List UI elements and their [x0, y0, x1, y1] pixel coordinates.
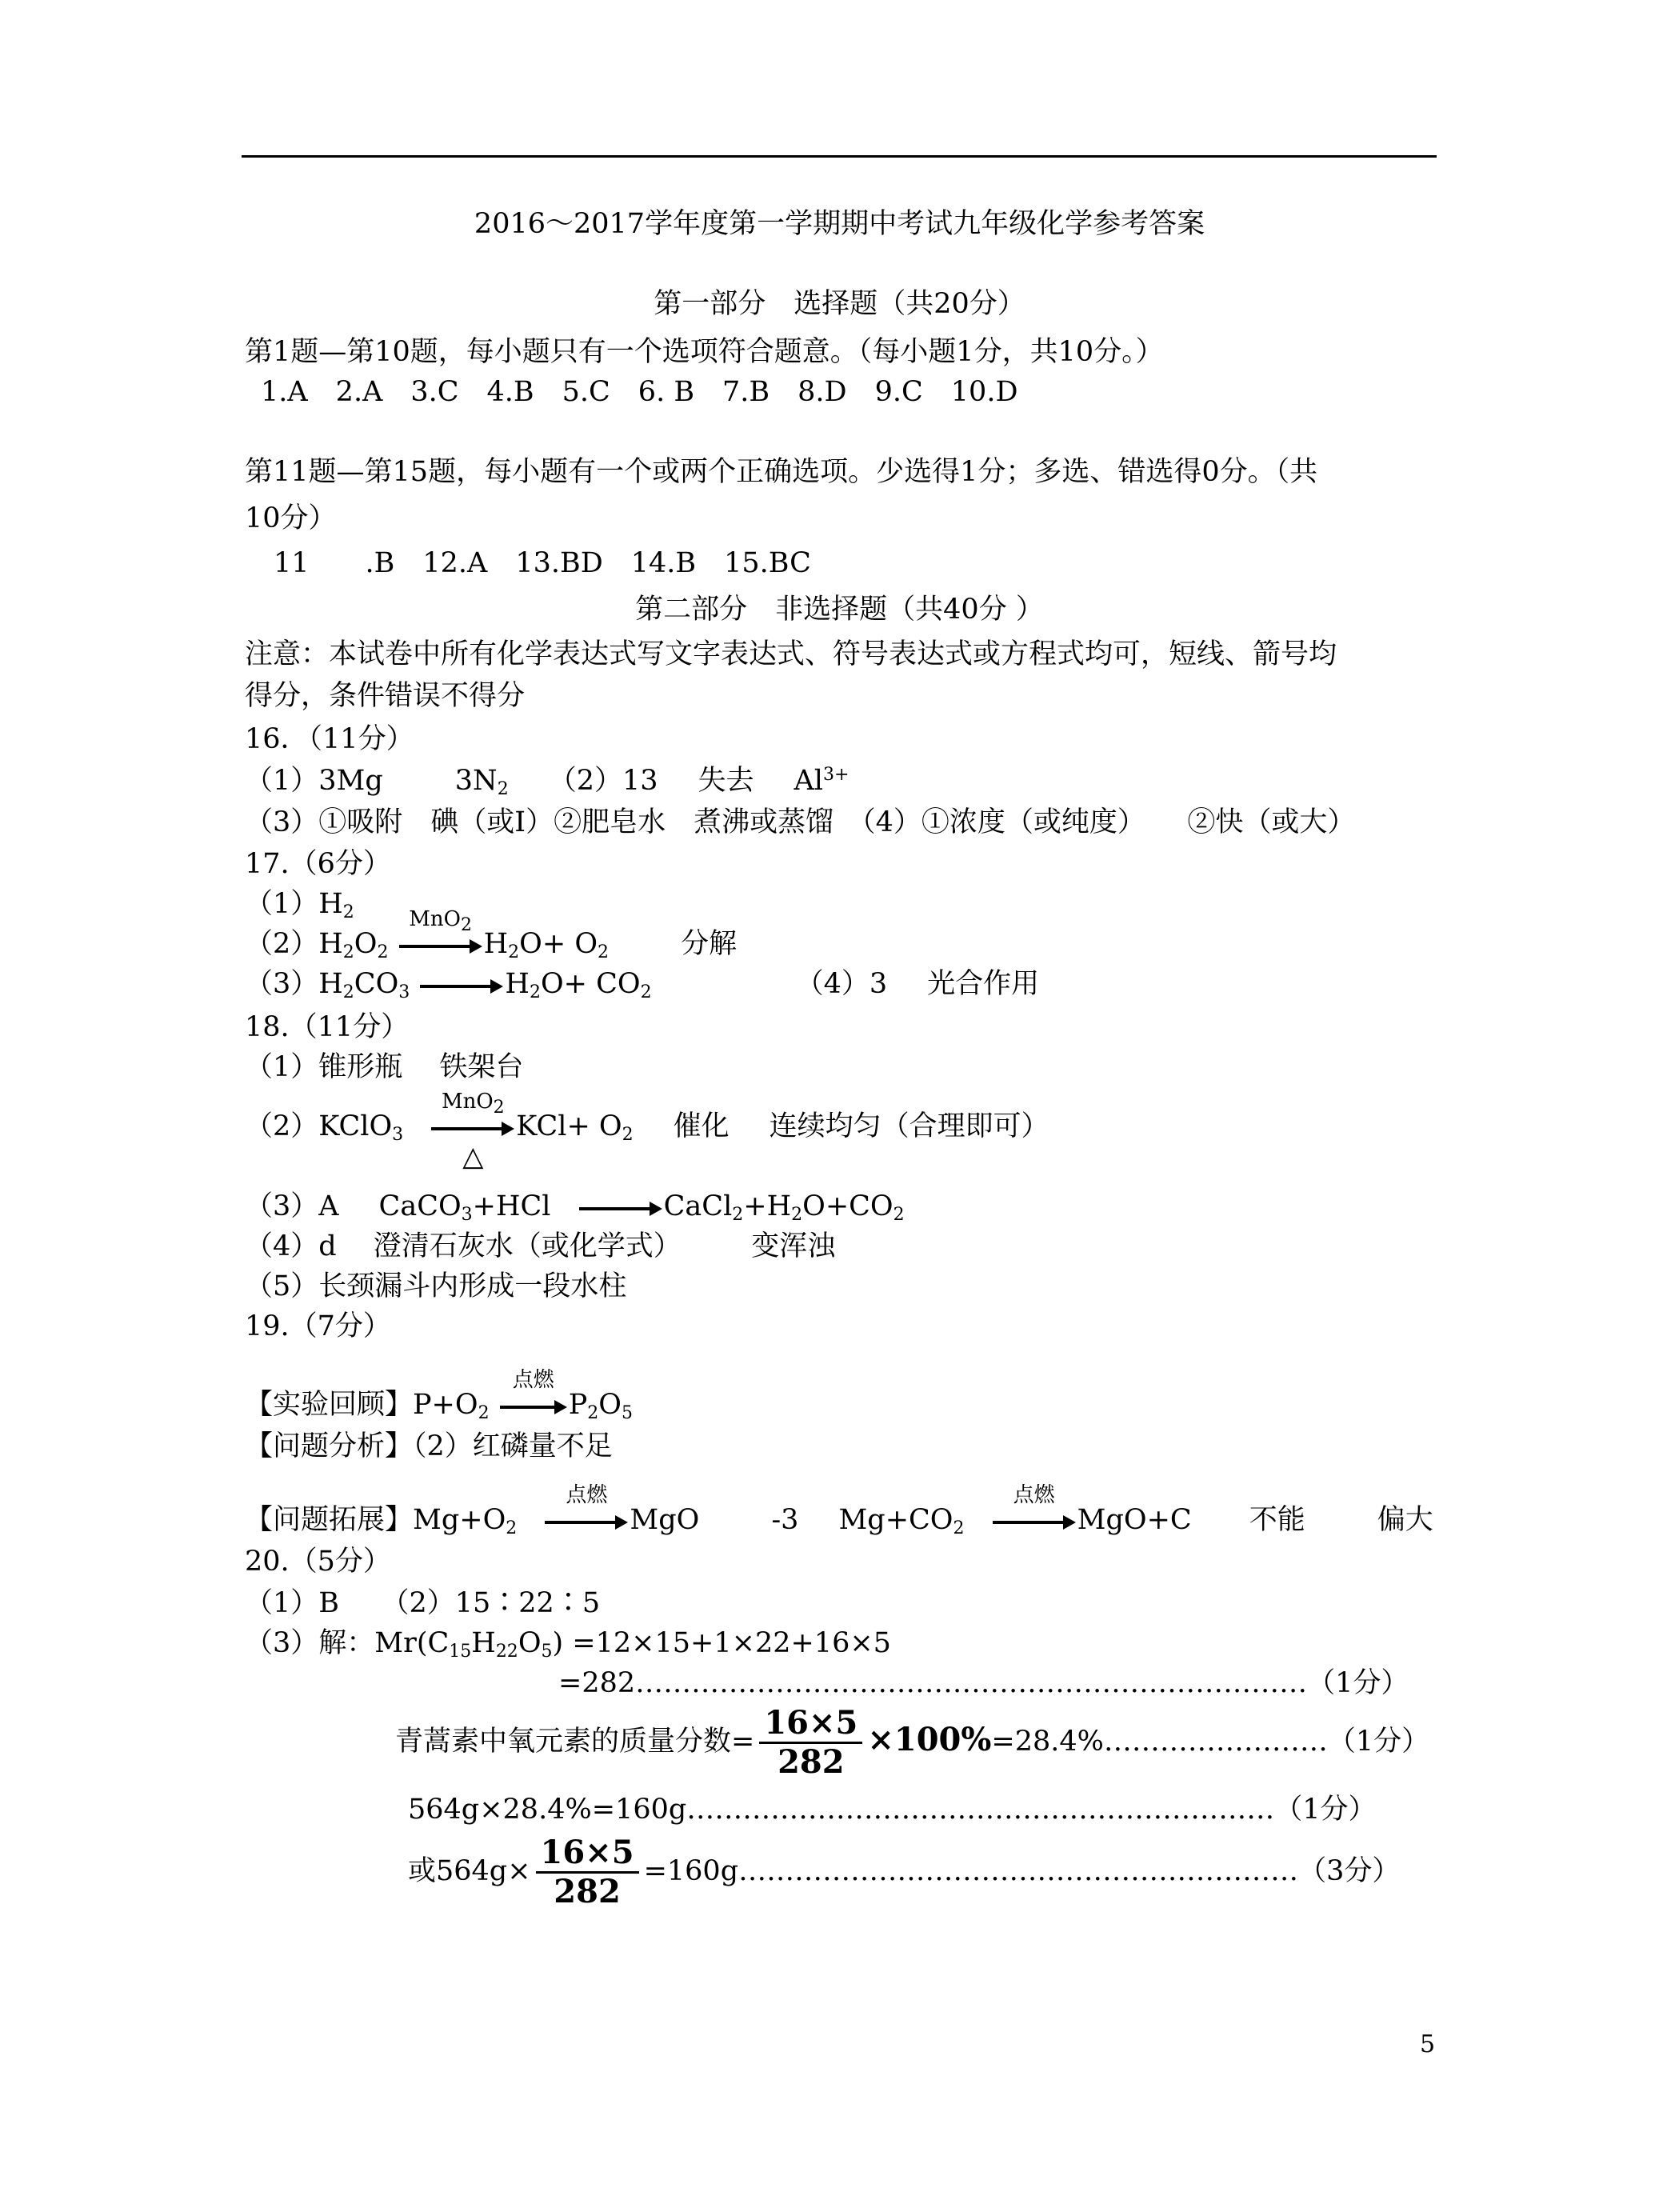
- q19-line-2: 【问题分析】（2）红磷量不足: [245, 1430, 613, 1462]
- q18-line-5: （5）长颈漏斗内形成一段水柱: [245, 1270, 627, 1302]
- q17-line-3: $(3)H_2CO_3$ $H_2O+ CO_2$ （4）3 光合作用: [245, 968, 1040, 1002]
- q18-line-2: （2）KClO$_3$ MnO$_2$ △ $KCl+ O_2$ 催化 连续均匀（合理即可）: [245, 1089, 1049, 1173]
- q18-line-3: （3）A CaCO$_3$+HCl $CaCl_2+H_2O+CO_2$: [245, 1190, 905, 1225]
- q20-heading: 20.（5分）: [245, 1546, 391, 1578]
- part1-instruction-2a: 第11题—第15题，每小题有一个或两个正确选项。少选得1分；多选、错选得0分。（共: [245, 456, 1318, 488]
- q20-line-6: 或564g× $\frac{16\times 5}{282}$ =160g……………………………………………………（3分）: [408, 1834, 1401, 1910]
- q17-line-2: $(2)H_2O_2$ MnO$_2$ $H_2O+ O_2$ 分解: [245, 906, 738, 962]
- q16-line-1: （1）3Mg $3N_2$ （2）13 失去 $Al^{3+}$: [245, 765, 849, 799]
- part2-note-2: 得分，条件错误不得分: [245, 680, 526, 712]
- q19-heading: 19.（7分）: [245, 1310, 391, 1342]
- reaction-arrow-ignite: 点燃: [500, 1393, 567, 1420]
- q19-line-3: 【问题拓展】$Mg+O_2$ 点燃 MgO -3 $Mg+CO_2$ 点燃 MgO+C 不能 偏大: [245, 1482, 1433, 1538]
- reaction-arrow-ignite: 点燃: [993, 1508, 1076, 1535]
- part2-note-1: 注意：本试卷中所有化学表达式写文字表达式、符号表达式或方程式均可，短线、箭号均: [245, 638, 1337, 670]
- oxygen-fraction: $\frac{16\times 5}{282}$: [759, 1705, 862, 1781]
- header-rule: [242, 155, 1437, 158]
- q18-line-1: （1）锥形瓶 铁架台: [245, 1051, 524, 1083]
- part1-answers-1: 1.A 2.A 3.C 4.B 5.C 6. B 7.B 8.D 9.C 10.D: [261, 376, 1018, 408]
- q19-line-1: 【实验回顾】$P+O_2$ 点燃 $P_2O_5$: [245, 1367, 633, 1423]
- q17-heading: 17.（6分）: [245, 848, 391, 880]
- reaction-arrow: [579, 1194, 662, 1222]
- part1-answers-2: 11 .B 12.A 13.BD 14.B 15.BC: [274, 547, 811, 579]
- q17-line-1: $(1)H_2$: [245, 888, 354, 922]
- q20-line-1: （1）B （2）15∶22∶5: [245, 1587, 601, 1619]
- reaction-arrow-mno2-heat: MnO$_2$ △: [431, 1114, 514, 1142]
- page-number: 5: [1420, 2030, 1436, 2058]
- reaction-arrow: [420, 972, 503, 999]
- q20-line-2: （3）解：$Mr(C_{15}H_{22}O_5) =12\times 15+1\times 22+16\times 5$: [245, 1627, 891, 1662]
- part1-instruction-1: 第1题—第10题，每小题只有一个选项符合题意。（每小题1分，共10分。）: [245, 336, 1164, 368]
- part1-heading: 第一部分 选择题（共20分）: [654, 288, 1025, 320]
- part2-heading: 第二部分 非选择题（共40分 ）: [635, 594, 1044, 626]
- mass-fraction: $\frac{16\times 5}{282}$: [536, 1834, 639, 1910]
- q18-line-4: （4）d 澄清石灰水（或化学式） 变浑浊: [245, 1230, 836, 1262]
- q18-heading: 18.（11分）: [245, 1011, 410, 1043]
- reaction-arrow-mno2: MnO$_2$: [399, 932, 482, 959]
- q16-heading: 16．（11分）: [245, 723, 414, 755]
- reaction-arrow-ignite: 点燃: [545, 1508, 628, 1535]
- q16-line-2: （3）①吸附 碘（或I）②肥皂水 煮沸或蒸馏 （4）①浓度（或纯度） ②快（或大）: [245, 806, 1356, 838]
- q20-line-3: =282………………………………………………………………（1分）: [558, 1667, 1409, 1699]
- q20-line-5: 564g×28.4%=160g………………………………………………………（1分）: [408, 1794, 1377, 1826]
- q20-line-4: 青蒿素中氧元素的质量分数= $\frac{16\times 5}{282}$ ×100%=28.4%……………………（1分）: [395, 1704, 1430, 1781]
- part1-instruction-2b: 10分）: [245, 502, 337, 534]
- page-title: 2016～2017学年度第一学期期中考试九年级化学参考答案: [474, 208, 1205, 240]
